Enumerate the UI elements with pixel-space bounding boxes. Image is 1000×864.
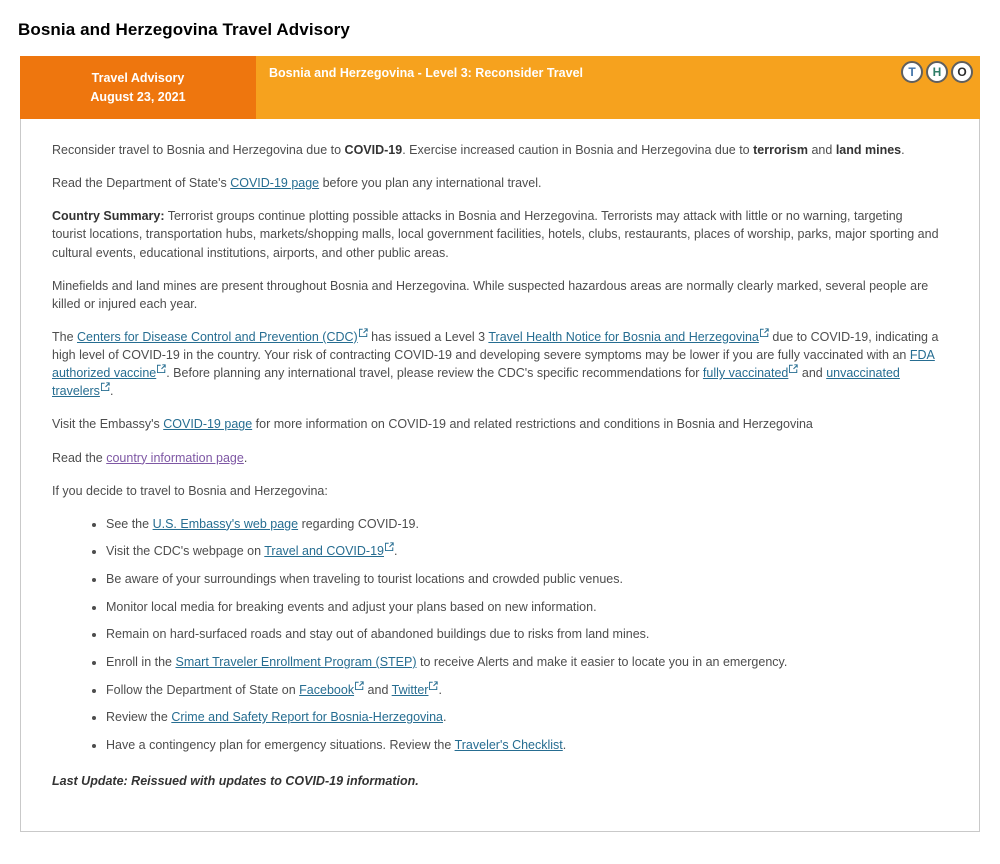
list-item	[106, 542, 939, 560]
text-segment: Country Summary:	[52, 209, 165, 224]
inline-link[interactable]: FDA authorized vaccine	[52, 348, 935, 381]
paragraph-if-you-travel	[52, 482, 939, 500]
page-title: Bosnia and Herzegovina Travel Advisory	[18, 20, 350, 39]
advice-list	[52, 515, 939, 754]
inline-link[interactable]: Twitter	[392, 683, 439, 697]
paragraph-embassy-covid	[52, 415, 939, 433]
text-segment: Terrorist groups continue plotting possible attacks in Bosnia and Herzegovina. Terrorists may attack with little or no warning, targeting tourist locations, transportation hubs, markets/shopping malls, local government facilities, hotels, clubs, restaurants, places of worship, parks, major sporting and cultural events, educational institutions, airports, and other public areas.	[52, 209, 939, 260]
text-segment: terrorism	[753, 143, 808, 157]
external-link-icon	[355, 681, 364, 690]
advisory-date-box	[20, 56, 256, 119]
text-segment: and	[798, 366, 827, 381]
text-segment: regarding COVID-19.	[298, 516, 419, 531]
text-segment: .	[901, 143, 905, 157]
text-segment: .	[442, 710, 447, 725]
paragraph-cdc-notice	[52, 328, 939, 401]
paragraph-minefields	[52, 277, 939, 313]
inline-link[interactable]: unvaccinated travelers	[52, 366, 900, 399]
text-segment: Review the	[106, 710, 172, 725]
list-item	[106, 515, 939, 533]
share-t-icon[interactable]: T	[901, 61, 923, 83]
inline-link[interactable]: Crime and Safety Report for Bosnia-Herzegovina	[171, 710, 443, 725]
external-link-icon	[101, 382, 110, 391]
text-segment: .	[109, 384, 114, 399]
advisory-banner	[20, 56, 980, 119]
paragraph-country-info	[52, 449, 939, 467]
list-item	[106, 653, 939, 671]
inline-link[interactable]: COVID-19 page	[163, 417, 253, 432]
inline-link[interactable]: U.S. Embassy's web page	[152, 516, 299, 531]
text-segment: .	[243, 450, 248, 465]
travel-advisory-page	[0, 20, 1000, 864]
list-item	[106, 570, 939, 588]
share-icons	[901, 61, 973, 83]
last-update-note	[52, 772, 939, 790]
text-segment: .	[438, 682, 442, 697]
list-item	[106, 625, 939, 643]
text-segment: COVID-19	[344, 143, 403, 157]
text-segment: Read the	[52, 450, 107, 465]
text-segment: Remain on hard-surfaced roads and stay out of abandoned buildings due to risks from land mines.	[106, 627, 650, 642]
share-h-icon[interactable]: H	[926, 61, 948, 83]
text-segment: Minefields and land mines are present throughout Bosnia and Herzegovina. While suspected hazardous areas are normally clearly marked, several people are killed or injured each year.	[52, 278, 929, 311]
inline-link[interactable]: Centers for Disease Control and Prevention (CDC)	[77, 330, 368, 344]
text-segment: Have a contingency plan for emergency situations. Review the	[106, 737, 455, 752]
advisory-banner-main	[256, 56, 980, 119]
inline-link[interactable]: Smart Traveler Enrollment Program (STEP)	[175, 654, 417, 669]
advisory-level-headline: Bosnia and Herzegovina - Level 3: Reconsider Travel	[269, 66, 583, 80]
external-link-icon	[359, 328, 368, 337]
text-segment: for more information on COVID-19 and related restrictions and conditions in Bosnia and Herzegovina	[252, 417, 813, 432]
text-segment: See the	[106, 516, 153, 531]
text-segment: .	[562, 737, 567, 752]
list-item	[106, 708, 939, 726]
inline-link[interactable]: Travel and COVID-19	[264, 544, 394, 558]
text-segment: . Exercise increased caution in Bosnia and Herzegovina due to	[402, 143, 754, 157]
text-segment: If you decide to travel to Bosnia and Herzegovina:	[52, 483, 328, 498]
text-segment: Reconsider travel to Bosnia and Herzegovina due to	[52, 143, 345, 157]
text-segment: The	[52, 329, 78, 344]
external-link-icon	[157, 364, 166, 373]
list-item	[106, 681, 939, 699]
list-item	[106, 598, 939, 616]
text-segment: Read the Department of State's	[52, 176, 231, 191]
advisory-type-label: Travel Advisory	[91, 71, 185, 86]
external-link-icon	[385, 542, 394, 551]
text-segment: has issued a Level 3	[367, 329, 489, 344]
list-item	[106, 736, 939, 754]
text-segment: Visit the Embassy's	[52, 417, 164, 432]
text-segment: Last Update: Reissued with updates to COVID-19 information.	[52, 773, 419, 788]
inline-link[interactable]: fully vaccinated	[703, 366, 798, 380]
share-o-icon[interactable]: O	[951, 61, 973, 83]
text-segment: Monitor local media for breaking events and adjust your plans based on new information.	[106, 599, 597, 614]
paragraph-reconsider	[52, 141, 939, 159]
text-segment: due to COVID-19, indicating a high level of COVID-19 in the country. Your risk of contracting COVID-19 and developing severe symptoms may be lower if you are fully vaccinated with an	[52, 329, 939, 362]
inline-link[interactable]: COVID-19 page	[230, 176, 320, 191]
paragraph-country-summary	[52, 207, 939, 261]
text-segment: Visit the CDC's webpage on	[106, 544, 265, 559]
text-segment: and	[364, 682, 392, 697]
text-segment: . Before planning any international travel, please review the CDC's specific recommendations for	[166, 366, 703, 381]
advisory-date-label: August 23, 2021	[90, 89, 186, 104]
text-segment: Follow the Department of State on	[106, 682, 300, 697]
paragraph-read-state	[52, 174, 939, 192]
inline-link[interactable]: country information page	[106, 450, 244, 465]
text-segment: land mines	[835, 143, 902, 157]
external-link-icon	[760, 328, 769, 337]
advisory-content	[20, 119, 980, 832]
text-segment: before you plan any international travel.	[319, 176, 542, 191]
inline-link[interactable]: Facebook	[299, 683, 364, 697]
inline-link[interactable]: Traveler's Checklist	[454, 737, 563, 752]
inline-link[interactable]: Travel Health Notice for Bosnia and Herzegovina	[488, 330, 769, 344]
text-segment: Enroll in the	[106, 654, 176, 669]
text-segment: to receive Alerts and make it easier to locate you in an emergency.	[416, 654, 788, 669]
text-segment: Be aware of your surroundings when traveling to tourist locations and crowded public venues.	[106, 572, 623, 586]
text-segment: .	[394, 544, 398, 559]
text-segment: and	[808, 143, 836, 157]
